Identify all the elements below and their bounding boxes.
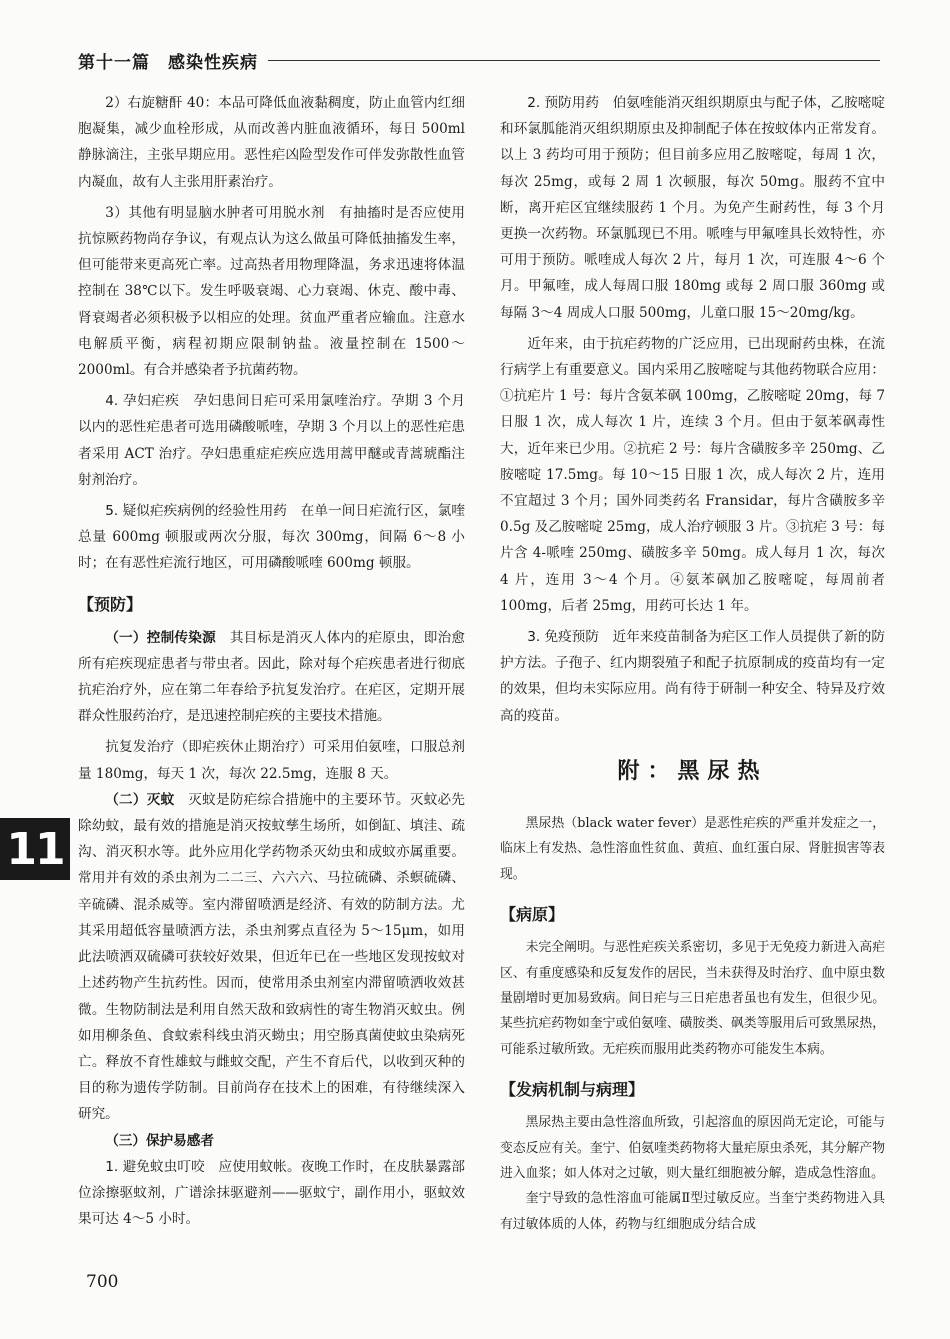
paragraph-body: 其目标是消灭人体内的疟原虫，即治愈所有疟疾现症患者与带虫者。因此，除对每个疟疾患者进行彻底抗疟治疗外，应在第二年春给予抗复发治疗。在疟区，定期开展群众性服药治疗，是迅速控制疟疾的主要技术措施。	[78, 629, 466, 725]
section-heading-prevention: 【预防】	[78, 594, 143, 614]
paragraph-heading: 4. 孕妇疟疾	[105, 393, 180, 410]
appendix-title: 附：黑尿热	[617, 758, 768, 784]
paragraph-body: 应使用蚊帐。夜晚工作时，在皮肤暴露部位涂擦驱蚊剂，广谱涂抹驱避剂——驱蚊宁，副作用小，驱蚊效果可达 4～5 小时。	[78, 1158, 466, 1228]
paragraph-body: 灭蚊是防疟综合措施中的主要环节。灭蚊必先除幼蚊，最有效的措施是消灭按蚊孳生场所，如倒缸、填洼、疏沟、消灭积水等。此外应用化学药物杀灭幼虫和成蚊亦属重要。常用并有效的杀虫剂为二二三、六六六、马拉硫磷、杀螟硫磷、辛硫磷、混杀威等。室内滞留喷洒是经济、有效的防制方法。尤其采用超低容量喷洒方法，杀虫剂雾点直径为 5～15μm，如用此法喷洒双硫磷可获较好效果，但近年已在一些地区发现按蚊对上述药物产生抗药性。因而，使常用杀虫剂室内滞留喷洒收效甚微。生物防制法是利用自然天敌和致病性的寄生物消灭蚊虫。例如用柳条鱼、食蚊索科线虫消灭蚴虫；用空肠真菌使蚊虫染病死亡。释放不育性雄蚊与雌蚊交配，产生不育后代，以收到灭种的目的称为遗传学防制。目前尚存在技术上的困难，有待继续深入研究。	[78, 791, 466, 1123]
section-heading-etiology: 【病原】	[500, 905, 565, 925]
right-column	[500, 90, 885, 1237]
paragraph	[78, 787, 465, 1128]
running-header	[78, 46, 880, 74]
paragraph	[500, 90, 885, 326]
section-heading-mechanism: 【发病机制与病理】	[500, 1080, 645, 1100]
paragraph: 3）其他有明显脑水肿者可用脱水剂 有抽搐时是否应使用抗惊厥药物尚存争议，有观点认为这么做虽可降低抽搐发生率，但可能带来更高死亡率。过高热者用物理降温，务求迅速将体温控制在 38℃以下。发生呼吸衰竭、心力衰竭、休克、酸中毒、肾衰竭者必须积极予以相应的处理。贫血严重者应输血。注意水电解质平衡，病程初期应限制钠盐。液量控制在 1500～2000ml。有合并感染者予抗菌药物。	[78, 204, 465, 379]
paragraph	[78, 498, 465, 577]
paragraph: 黑尿热主要由急性溶血所致，引起溶血的原因尚无定论，可能与变态反应有关。奎宁、伯氨喹类药物将大量疟原虫杀死，其分解产物进入血浆；如人体对之过敏，则大量红细胞被分解，造成急性溶血。	[500, 1115, 885, 1181]
chapter-tab: 11	[0, 818, 70, 880]
left-column	[78, 90, 465, 1232]
paragraph: 奎宁导致的急性溶血可能属Ⅱ型过敏反应。当奎宁类药物进入具有过敏体质的人体，药物与红细胞成分结合成	[500, 1191, 885, 1232]
paragraph-heading: （三）保护易感者	[105, 1132, 214, 1149]
paragraph	[78, 388, 465, 493]
paragraph	[78, 625, 465, 730]
appendix-body	[500, 811, 885, 1237]
page-number: 700	[86, 1272, 119, 1292]
paragraph-body: 孕妇患间日疟可采用氯喹治疗。孕期 3 个月以内的恶性疟患者可选用磷酸哌喹，孕期 3 个月以上的恶性疟患者采用 ACT 治疗。孕妇患重症疟疾应选用蒿甲醚或青蒿琥酯注射剂治疗。	[78, 393, 465, 488]
paragraph-heading: 2. 预防用药	[527, 95, 599, 111]
paragraph-body: 伯氨喹能消灭组织期原虫与配子体，乙胺嘧啶和环氯胍能消灭组织期原虫及抑制配子体在按蚊体内正常发育。以上 3 药均可用于预防；但目前多应用乙胺嘧啶，每周 1 次，每次 25mg，或每 2 周 1 次顿服，每次 50mg。服药不宜中断，离开疟区宜继续服药 1 个月。为免产生耐药性，每 3 个月更换一次药物。环氯胍现已不用。哌喹与甲氟喹具长效特性，亦可用于预防。哌喹成人每次 2 片，每月 1 次，可连服 4～6 个月。甲氟喹，成人每周口服 180mg 或每 2 周口服 360mg 或每隔 3～4 周成人口服 500mg，儿童口服 15～20mg/kg。	[500, 95, 886, 321]
paragraph-heading: （二）灭蚊	[105, 791, 175, 808]
paragraph-heading: 1. 避免蚊虫叮咬	[105, 1158, 205, 1175]
paragraph: 未完全阐明。与恶性疟疾关系密切，多见于无免疫力新进入高疟区、有重度感染和反复发作的居民，当未获得及时治疗、血中原虫数量剧增时更加易致病。间日疟与三日疟患者虽也有发生，但很少见。某些抗疟药物如奎宁或伯氨喹、磺胺类、砜类等服用后可致黑尿热，可能系过敏所致。无疟疾而服用此类药物亦可能发生本病。	[500, 940, 885, 1057]
paragraph-heading: 5. 疑似疟疾病例的经验性用药	[105, 503, 287, 520]
header-title: 第十一篇 感染性疾病	[78, 52, 258, 73]
paragraph-body: 近年来疫苗制备为疟区工作人员提供了新的防护方法。子孢子、红内期裂殖子和配子抗原制成的疫苗均有一定的效果，但均未实际应用。尚有待于研制一种安全、特异及疗效高的疫苗。	[500, 629, 886, 724]
paragraph	[500, 624, 885, 729]
paragraph: 黑尿热（black water fever）是恶性疟疾的严重并发症之一，临床上有发热、急性溶血性贫血、黄疸、血红蛋白尿、肾脏损害等表现。	[500, 815, 885, 882]
paragraph-body: 在单一间日疟流行区，氯喹总量 600mg 顿服或两次分服，每次 300mg，间隔 6～8 小时；在有恶性疟流行地区，可用磷酸哌喹 600mg 顿服。	[78, 503, 466, 572]
paragraph	[78, 1154, 465, 1233]
paragraph-heading: 3. 免疫预防	[527, 629, 599, 646]
paragraph: 近年来，由于抗疟药物的广泛应用，已出现耐药虫株，在流行病学上有重要意义。国内采用乙胺嘧啶与其他药物联合应用：①抗疟片 1 号：每片含氨苯砜 100mg，乙胺嘧啶 20mg，每 7 日服 1 次，成人每次 1 片，连续 3 个月。但由于氨苯砜毒性大，近年来已少用。②抗疟 2 号：每片含磺胺多辛 250mg、乙胺嘧啶 17.5mg。每 10～15 日服 1 次，成人每次 2 片，连用不宜超过 3 个月；国外同类药名 Fransidar，每片含磺胺多辛 0.5g 及乙胺嘧啶 25mg，成人治疗顿服 3 片。③抗疟 3 号：每片含 4-哌喹 250mg、磺胺多辛 50mg。成人每月 1 次，每次 4 片，连用 3～4 个月。④氨苯砜加乙胺嘧啶，每周前者 100mg，后者 25mg，用药可长达 1 年。	[500, 335, 885, 614]
paragraph-heading: （一）控制传染源	[105, 629, 216, 646]
header-rule	[268, 60, 880, 61]
paragraph: 2）右旋糖酐 40：本品可降低血液黏稠度，防止血管内红细胞凝集，减少血栓形成，从而改善内脏血液循环，每日 500ml 静脉滴注，主张早期应用。恶性疟凶险型发作可伴发弥散性血管内凝血，故有人主张用肝素治疗。	[78, 95, 465, 190]
paragraph: 抗复发治疗（即疟疾休止期治疗）可采用伯氨喹，口服总剂量 180mg，每天 1 次，每次 22.5mg，连服 8 天。	[78, 739, 465, 782]
subheading	[78, 1128, 465, 1154]
